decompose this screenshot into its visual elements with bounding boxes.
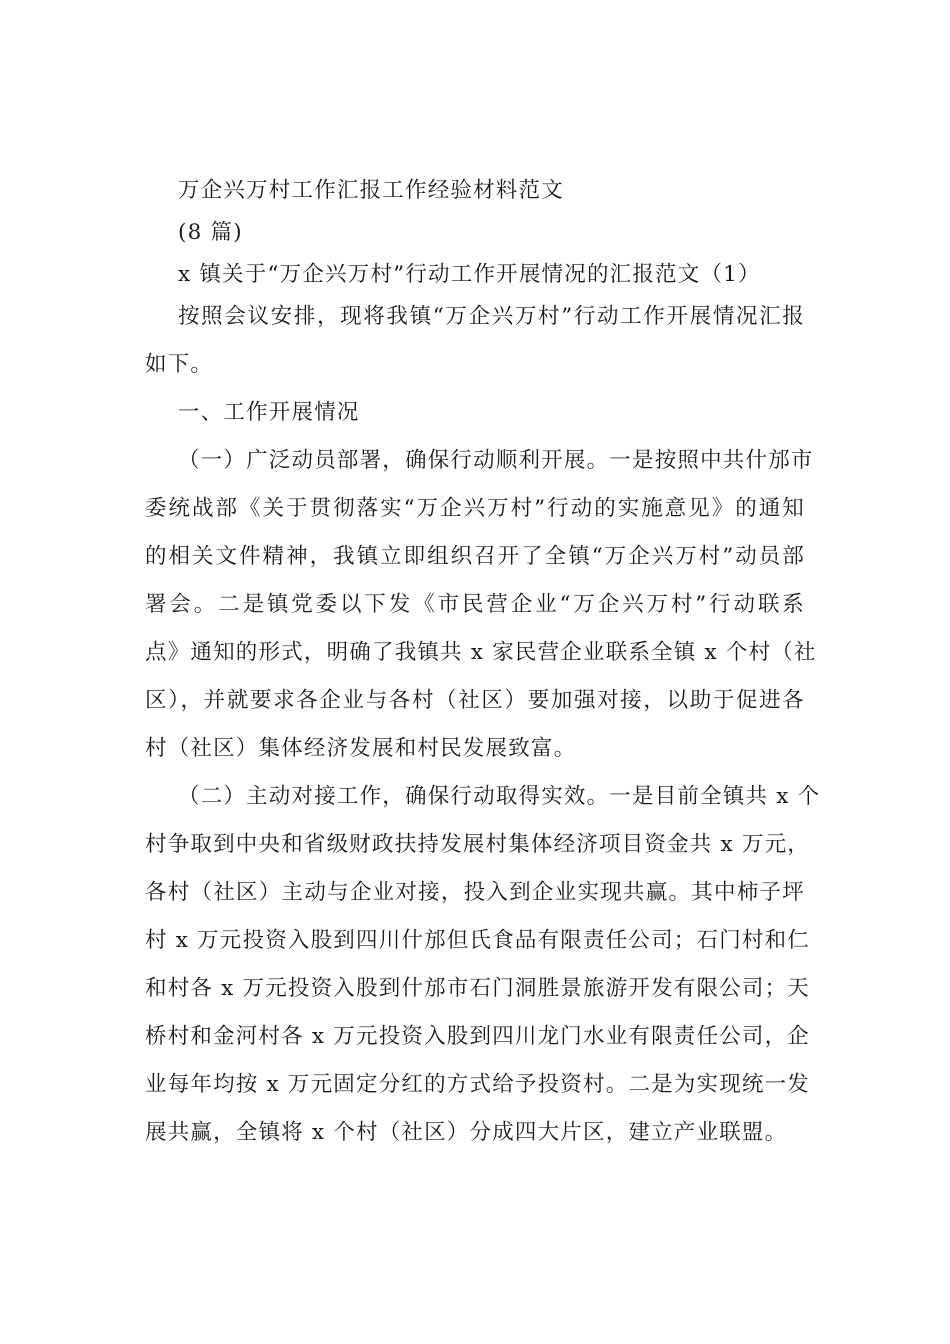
paragraph-line: 村争取到中央和省级财政扶持发展村集体经济项目资金共 x 万元，: [145, 832, 810, 857]
paragraph-line: 点》通知的形式，明确了我镇共 x 家民营企业联系全镇 x 个村（社: [145, 640, 817, 665]
part-one-heading: 一、工作开展情况: [178, 400, 360, 425]
paragraph-line: 村 x 万元投资入股到四川什邡但氏食品有限责任公司；石门村和仁: [145, 928, 810, 953]
paragraph-line: 按照会议安排，现将我镇“万企兴万村”行动工作开展情况汇报: [178, 304, 805, 329]
paragraph-line: 如下。: [145, 352, 214, 377]
paragraph-line: 展共赢，全镇将 x 个村（社区）分成四大片区，建立产业联盟。: [145, 1120, 788, 1145]
section-heading: x 镇关于“万企兴万村”行动工作开展情况的汇报范文（1）: [178, 262, 761, 287]
document-body: [145, 178, 821, 1168]
paragraph-line: 的相关文件精神，我镇立即组织召开了全镇“万企兴万村”动员部: [145, 544, 805, 569]
paragraph-line: 村（社区）集体经济发展和村民发展致富。: [145, 736, 577, 761]
paragraph-one: [145, 448, 817, 762]
paragraph-line: （二）主动对接工作，确保行动取得实效。一是目前全镇共 x 个: [178, 784, 821, 809]
paragraph-line: 署会。二是镇党委以下发《市民营企业“万企兴万村”行动联系: [145, 592, 805, 617]
document-title: 万企兴万村工作汇报工作经验材料范文: [178, 178, 564, 203]
paragraph-line: （一）广泛动员部署，确保行动顺利开展。一是按照中共什邡市: [178, 448, 814, 473]
paragraph-line: 和村各 x 万元投资入股到什邡市石门洞胜景旅游开发有限公司；天: [145, 976, 810, 1001]
paragraph-line: 桥村和金河村各 x 万元投资入股到四川龙门水业有限责任公司，企: [145, 1024, 810, 1049]
document-subtitle: (8 篇): [178, 220, 243, 245]
paragraph-line: 各村（社区）主动与企业对接，投入到企业实现共赢。其中柿子坪: [145, 880, 805, 905]
intro-paragraph: [145, 304, 805, 378]
paragraph-line: 区），并就要求各企业与各村（社区）要加强对接，以助于促进各: [145, 688, 805, 713]
paragraph-line: 业每年均按 x 万元固定分红的方式给予投资村。二是为实现统一发: [145, 1072, 810, 1097]
paragraph-line: 委统战部《关于贯彻落实“万企兴万村”行动的实施意见》的通知: [145, 496, 805, 521]
paragraph-two: [145, 784, 821, 1146]
